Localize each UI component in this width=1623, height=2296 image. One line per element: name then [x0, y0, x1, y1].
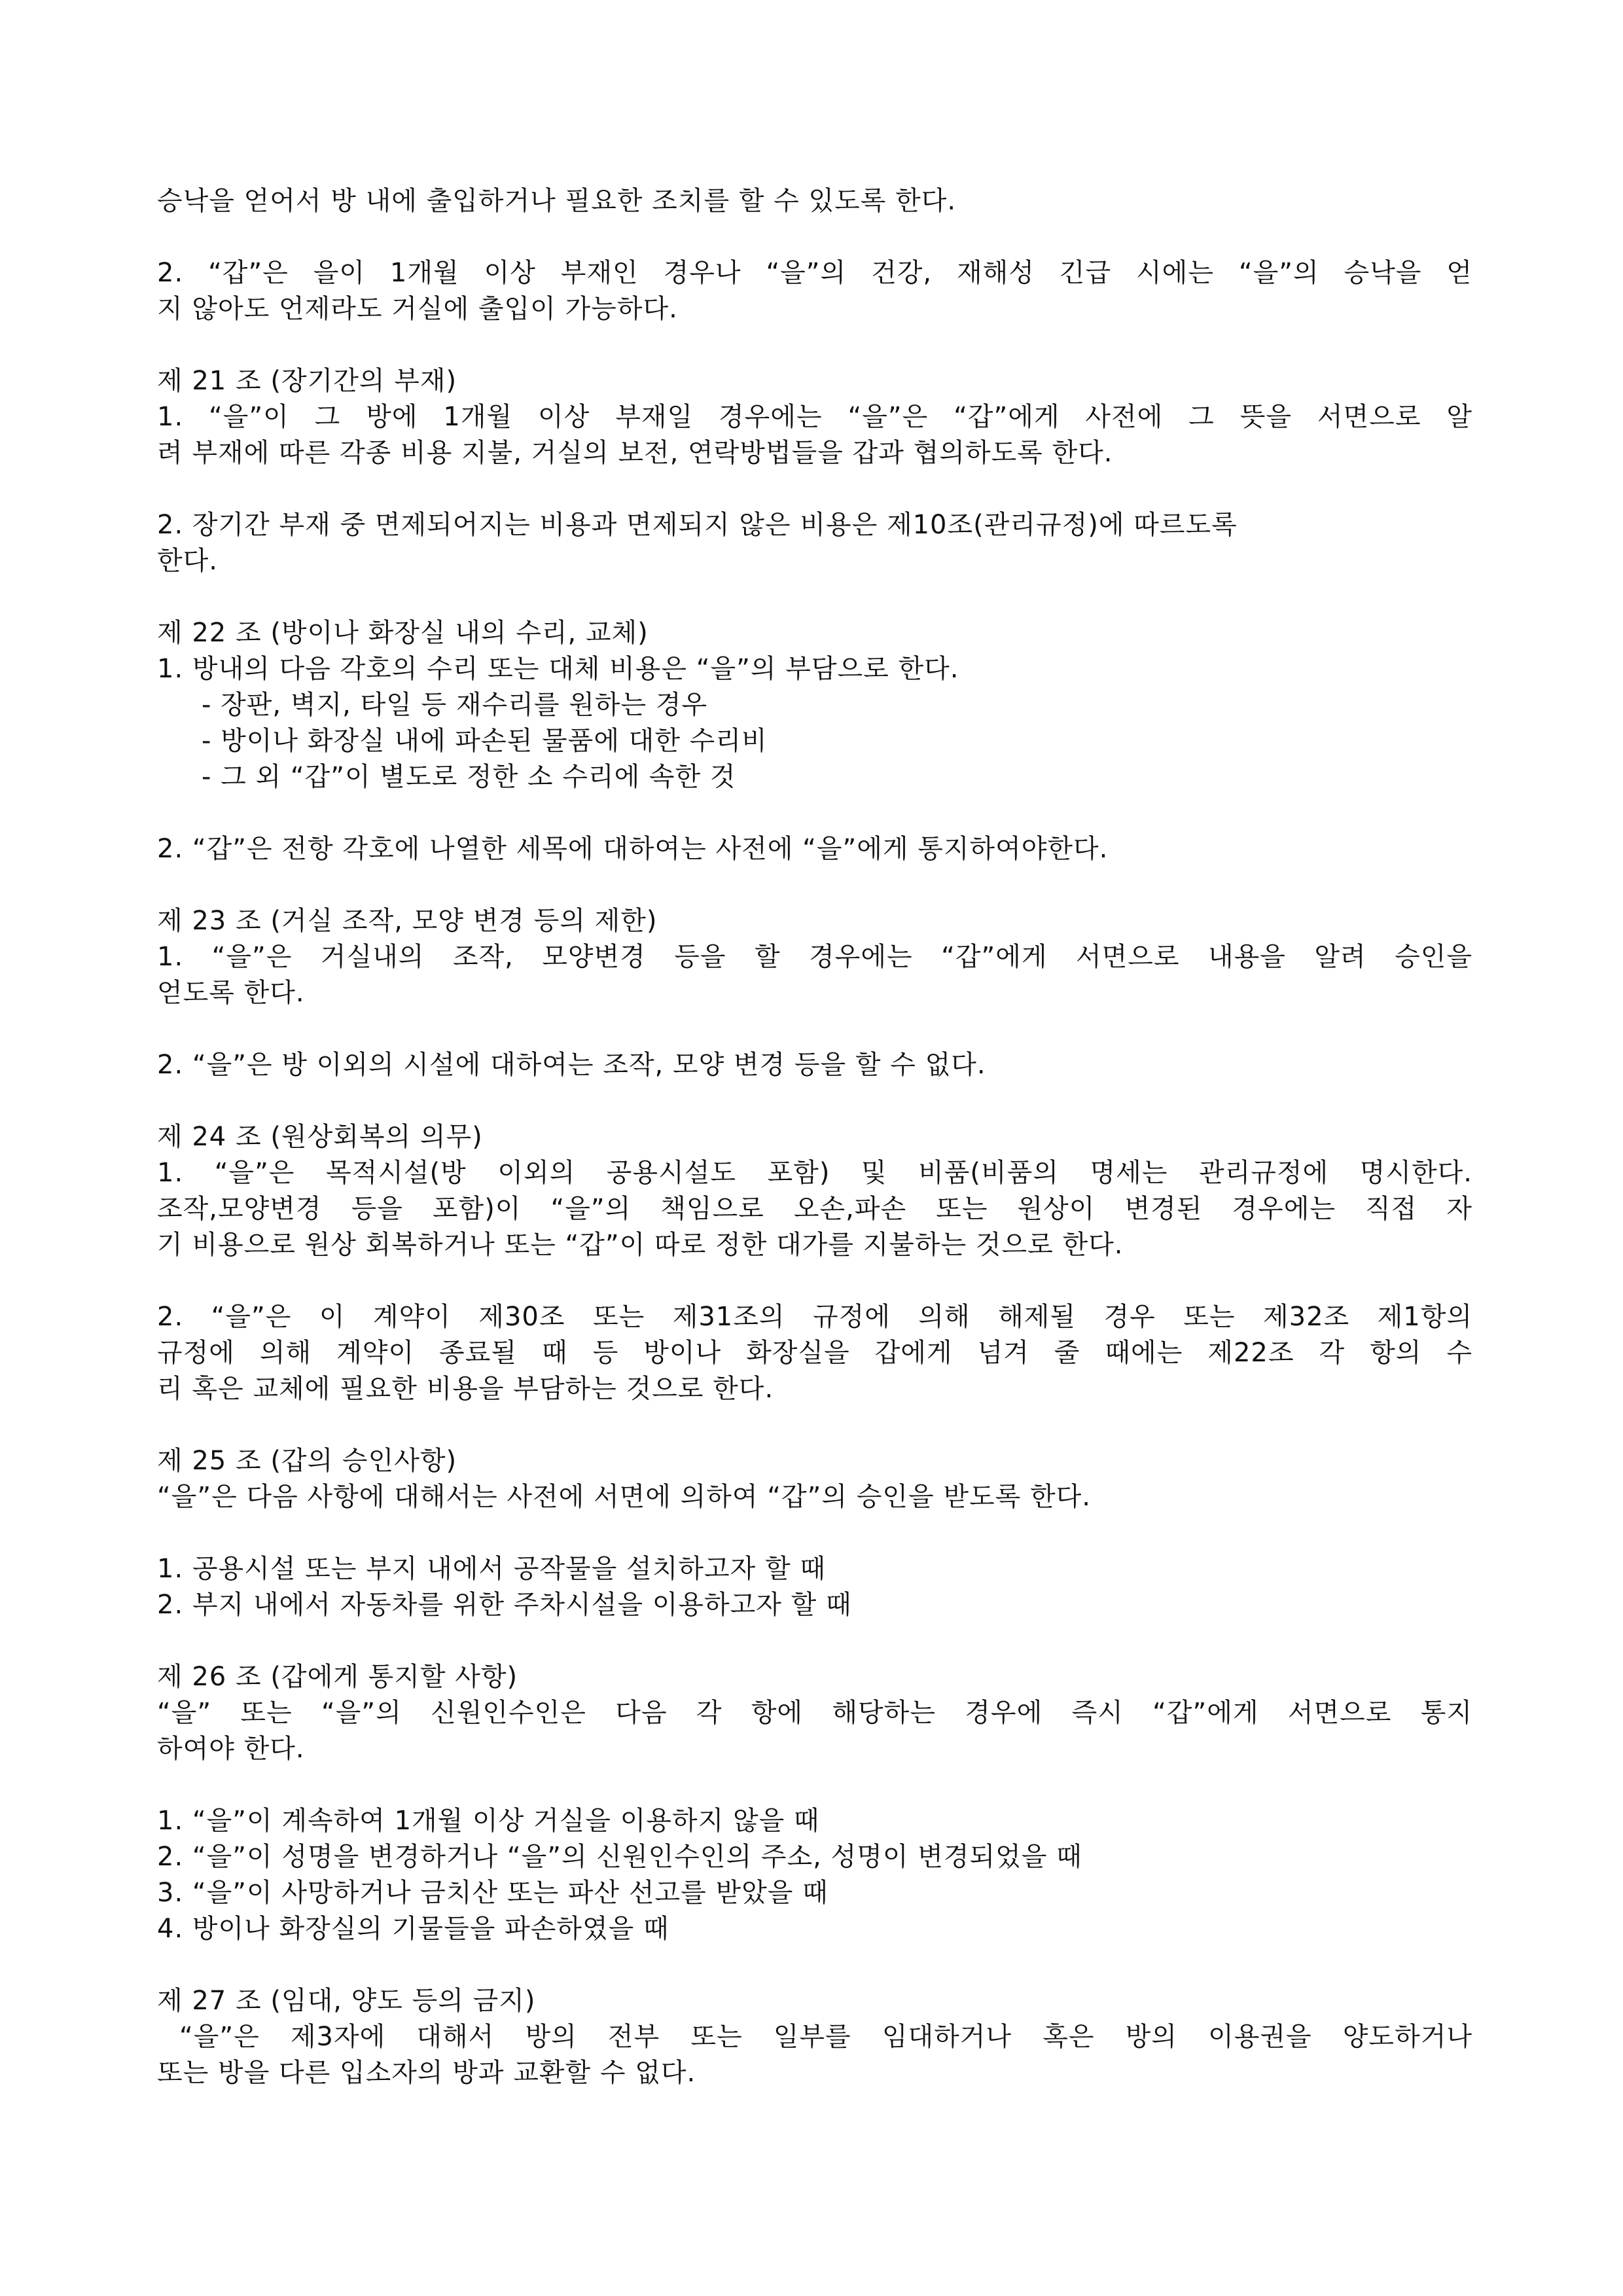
article-22-bullet-2: - 방이나 화장실 내에 파손된 물품에 대한 수리비: [202, 726, 768, 756]
article-23-p1-line-1: 1. “을”은 거실내의 조작, 모양변경 등을 할 경우에는 “갑”에게 서면으로 내용을 알려 승인을: [157, 942, 1472, 972]
article-24-p1-line-3: 기 비용으로 원상 회복하거나 또는 “갑”이 따로 정한 대가를 지불하는 것으로 한다.: [157, 1230, 1124, 1260]
article-22-p2: 2. “갑”은 전항 각호에 나열한 세목에 대하여는 사전에 “을”에게 통지하여야한다.: [157, 834, 1109, 864]
article-26-lead-line-1: “을” 또는 “을”의 신원인수인은 다음 각 항에 해당하는 경우에 즉시 “갑”에게 서면으로 통지: [157, 1698, 1472, 1728]
article-21-p1-line-1: 1. “을”이 그 방에 1개월 이상 부재일 경우에는 “을”은 “갑”에게 사전에 그 뜻을 서면으로 알: [157, 402, 1472, 432]
document-page: [157, 183, 1472, 2091]
article-26-item-1: 1. “을”이 계속하여 1개월 이상 거실을 이용하지 않을 때: [157, 1806, 820, 1836]
article-21-p2-line-1: 2. 장기간 부재 중 면제되어지는 비용과 면제되지 않은 비용은 제10조(관리규정)에 따르도록: [157, 510, 1238, 540]
article-23-title: 제 23 조 (거실 조작, 모양 변경 등의 제한): [157, 906, 658, 936]
article-22-bullet-1: - 장판, 벽지, 타일 등 재수리를 원하는 경우: [202, 690, 708, 720]
article-22-title: 제 22 조 (방이나 화장실 내의 수리, 교체): [157, 618, 649, 648]
article-24-p2-line-2: 규정에 의해 계약이 종료될 때 등 방이나 화장실을 갑에게 넘겨 줄 때에는 제22조 각 항의 수: [157, 1338, 1472, 1368]
article-23-p1-line-2: 얻도록 한다.: [157, 978, 305, 1008]
article-22-p1: 1. 방내의 다음 각호의 수리 또는 대체 비용은 “을”의 부담으로 한다.: [157, 654, 959, 684]
article-27-body-line-1: “을”은 제3자에 대해서 방의 전부 또는 일부를 임대하거나 혹은 방의 이용권을 양도하거나: [179, 2022, 1472, 2052]
article-24-p1-line-1: 1. “을”은 목적시설(방 이외의 공용시설도 포함) 및 비품(비품의 명세는 관리규정에 명시한다.: [157, 1158, 1472, 1188]
article-26-item-4: 4. 방이나 화장실의 기물들을 파손하였을 때: [157, 1914, 669, 1944]
article-24-p2-line-1: 2. “을”은 이 계약이 제30조 또는 제31조의 규정에 의해 해제될 경우 또는 제32조 제1항의: [157, 1302, 1472, 1332]
article-27-title: 제 27 조 (임대, 양도 등의 금지): [157, 1986, 536, 2016]
article-27-body-line-2: 또는 방을 다른 입소자의 방과 교환할 수 없다.: [157, 2058, 696, 2088]
article-24-p2-line-3: 리 혹은 교체에 필요한 비용을 부담하는 것으로 한다.: [157, 1374, 774, 1404]
intro-p2-line-1: 2. “갑”은 을이 1개월 이상 부재인 경우나 “을”의 건강, 재해성 긴급 시에는 “을”의 승낙을 얻: [157, 258, 1472, 288]
article-23-p2: 2. “을”은 방 이외의 시설에 대하여는 조작, 모양 변경 등을 할 수 없다.: [157, 1050, 986, 1080]
article-21-p1-line-2: 려 부재에 따른 각종 비용 지불, 거실의 보전, 연락방법들을 갑과 협의하도록 한다.: [157, 438, 1113, 468]
article-26-item-2: 2. “을”이 성명을 변경하거나 “을”의 신원인수인의 주소, 성명이 변경되었을 때: [157, 1842, 1082, 1872]
article-22-bullet-3: - 그 외 “갑”이 별도로 정한 소 수리에 속한 것: [202, 762, 736, 792]
article-21-title: 제 21 조 (장기간의 부재): [157, 366, 457, 396]
article-26-item-3: 3. “을”이 사망하거나 금치산 또는 파산 선고를 받았을 때: [157, 1878, 829, 1908]
intro-p2-line-2: 지 않아도 언제라도 거실에 출입이 가능하다.: [157, 294, 678, 324]
intro-line: 승낙을 얻어서 방 내에 출입하거나 필요한 조치를 할 수 있도록 한다.: [157, 186, 957, 216]
article-25-item-1: 1. 공용시설 또는 부지 내에서 공작물을 설치하고자 할 때: [157, 1554, 826, 1584]
article-25-item-2: 2. 부지 내에서 자동차를 위한 주차시설을 이용하고자 할 때: [157, 1590, 852, 1620]
article-21-p2-line-2: 한다.: [157, 546, 218, 576]
article-25-lead: “을”은 다음 사항에 대해서는 사전에 서면에 의하여 “갑”의 승인을 받도록 한다.: [157, 1482, 1091, 1512]
article-24-title: 제 24 조 (원상회복의 의무): [157, 1122, 483, 1152]
article-26-lead-line-2: 하여야 한다.: [157, 1734, 305, 1764]
article-26-title: 제 26 조 (갑에게 통지할 사항): [157, 1662, 518, 1692]
article-24-p1-line-2: 조작,모양변경 등을 포함)이 “을”의 책임으로 오손,파손 또는 원상이 변경된 경우에는 직접 자: [157, 1194, 1472, 1224]
article-25-title: 제 25 조 (갑의 승인사항): [157, 1446, 457, 1476]
